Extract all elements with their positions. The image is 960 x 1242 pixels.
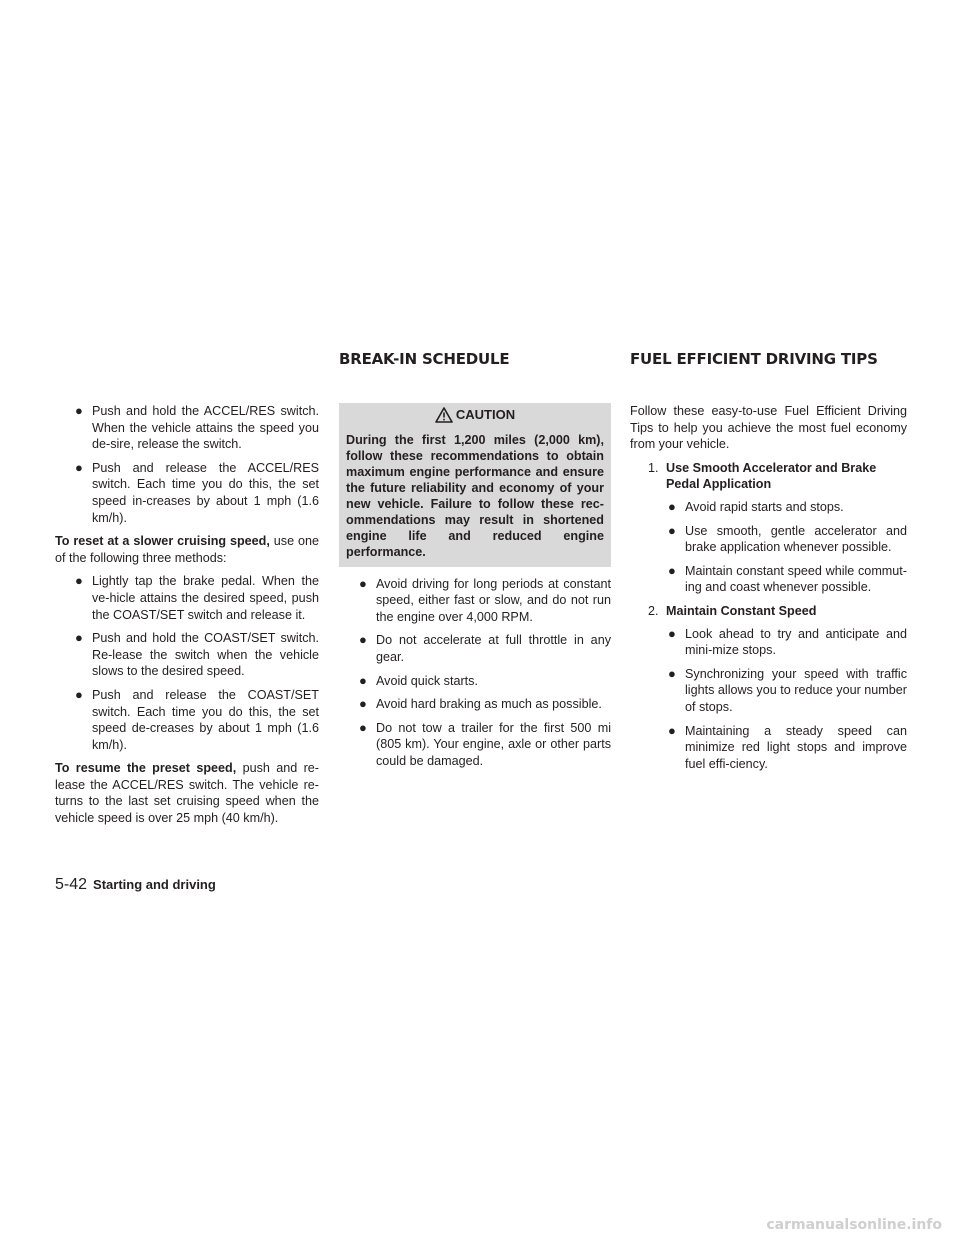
watermark: carmanualsonline.info [766,1217,942,1234]
caution-box [339,403,611,567]
heading-break-in-schedule: BREAK-IN SCHEDULE [339,350,510,368]
bullet-icon: ● [75,403,83,418]
bullet-icon: ● [668,625,676,641]
list-item: ● Use smooth, gentle accelerator and brake application whenever possible. [668,522,907,555]
bullet-icon: ● [359,575,367,591]
bullet-icon: ● [75,459,83,475]
caution-title: CAUTION [455,407,516,422]
caution-header [346,407,604,424]
list-item: ● Push and hold the COAST/SET switch. Re-lease the switch when the vehicle slows to the desired speed. [75,630,319,679]
bullet-icon: ● [359,632,367,648]
bullet-icon: ● [75,630,83,646]
bullet-icon: ● [75,573,83,589]
item-title: Use Smooth Accelerator and Brake Pedal Application [666,460,877,492]
list-item: ● Maintain constant speed while commut-ing and coast whenever possible. [668,562,907,595]
chapter-title: Starting and driving [93,877,216,892]
slower-speed-paragraph: To reset at a slower cruising speed, use one of the following three methods: [55,534,319,565]
bullet-icon: ● [668,722,676,738]
slower-bullet-list [55,573,319,753]
list-item: ● Maintaining a steady speed can minimize red light stops and improve fuel effi-ciency. [668,722,907,771]
accel-bullet-list [55,403,319,526]
bullet-icon: ● [359,672,367,688]
item-title: Maintain Constant Speed [666,603,817,618]
bullet-icon: ● [668,498,676,514]
column-fuel-tips [630,403,907,779]
resume-speed-paragraph: To resume the preset speed, push and re-lease the ACCEL/RES switch. The vehicle re-turns to the last set cruising speed when the vehicle speed is over 25 mph (40 km/h). [55,761,319,826]
list-item: ● Synchronizing your speed with traffic lights allows you to reduce your number of stops. [668,665,907,714]
item-number: 2. [648,603,659,618]
list-item: ● Do not tow a trailer for the first 500 mi (805 km). Your engine, axle or other parts could be damaged. [359,719,611,768]
fuel-tip-1-bullets [648,499,907,596]
warning-triangle-icon [435,407,453,423]
column-cruise-control [55,403,319,834]
fuel-tips-intro: Follow these easy-to-use Fuel Efficient Driving Tips to help you achieve the most fuel economy from your vehicle. [630,404,907,452]
page-number: 5-42 [55,876,88,893]
fuel-tip-item-2 [630,603,907,772]
break-in-bullet-list [339,576,611,770]
bullet-icon: ● [668,562,676,578]
list-item: ● Avoid hard braking as much as possible. [359,696,602,712]
list-item: ● Lightly tap the brake pedal. When the ve-hicle attains the desired speed, push the COAST/SET switch and release it. [75,573,319,622]
list-item: ● Look ahead to try and anticipate and mini-mize stops. [668,625,907,658]
list-item: ● Push and release the ACCEL/RES switch. Each time you do this, the set speed in-creases by about 1 mph (1.6 km/h). [75,459,319,525]
bullet-icon: ● [359,719,367,735]
bullet-icon: ● [359,696,367,712]
list-item: ● Push and hold the ACCEL/RES switch. When the vehicle attains the speed you de-sire, release the switch. [75,403,319,452]
item-number: 1. [648,460,659,475]
bullet-icon: ● [75,686,83,702]
list-item: ● Do not accelerate at full throttle in any gear. [359,632,611,664]
list-item: ● Avoid rapid starts and stops. [668,498,844,514]
caution-text: During the first 1,200 miles (2,000 km), follow these recommendations to obtain maximum engine performance and ensure the future reliability and economy of your new vehicle. Failure to follow these rec-ommendations may result in shortened engine life and reduced engine performance. [346,432,604,559]
fuel-tip-item-1 [630,460,907,596]
list-item: ● Avoid driving for long periods at constant speed, either fast or slow, and do not run the engine over 4,000 RPM. [359,575,611,624]
page-footer [55,877,216,894]
list-item: ● Push and release the COAST/SET switch. Each time you do this, the set speed de-creases by about 1 mph (1.6 km/h). [75,686,319,752]
heading-fuel-efficient-driving-tips: FUEL EFFICIENT DRIVING TIPS [630,350,878,368]
bullet-icon: ● [668,665,676,681]
list-item: ● Avoid quick starts. [359,672,478,688]
bullet-icon: ● [668,522,676,538]
column-break-in [339,403,611,777]
fuel-tip-2-bullets [648,626,907,773]
